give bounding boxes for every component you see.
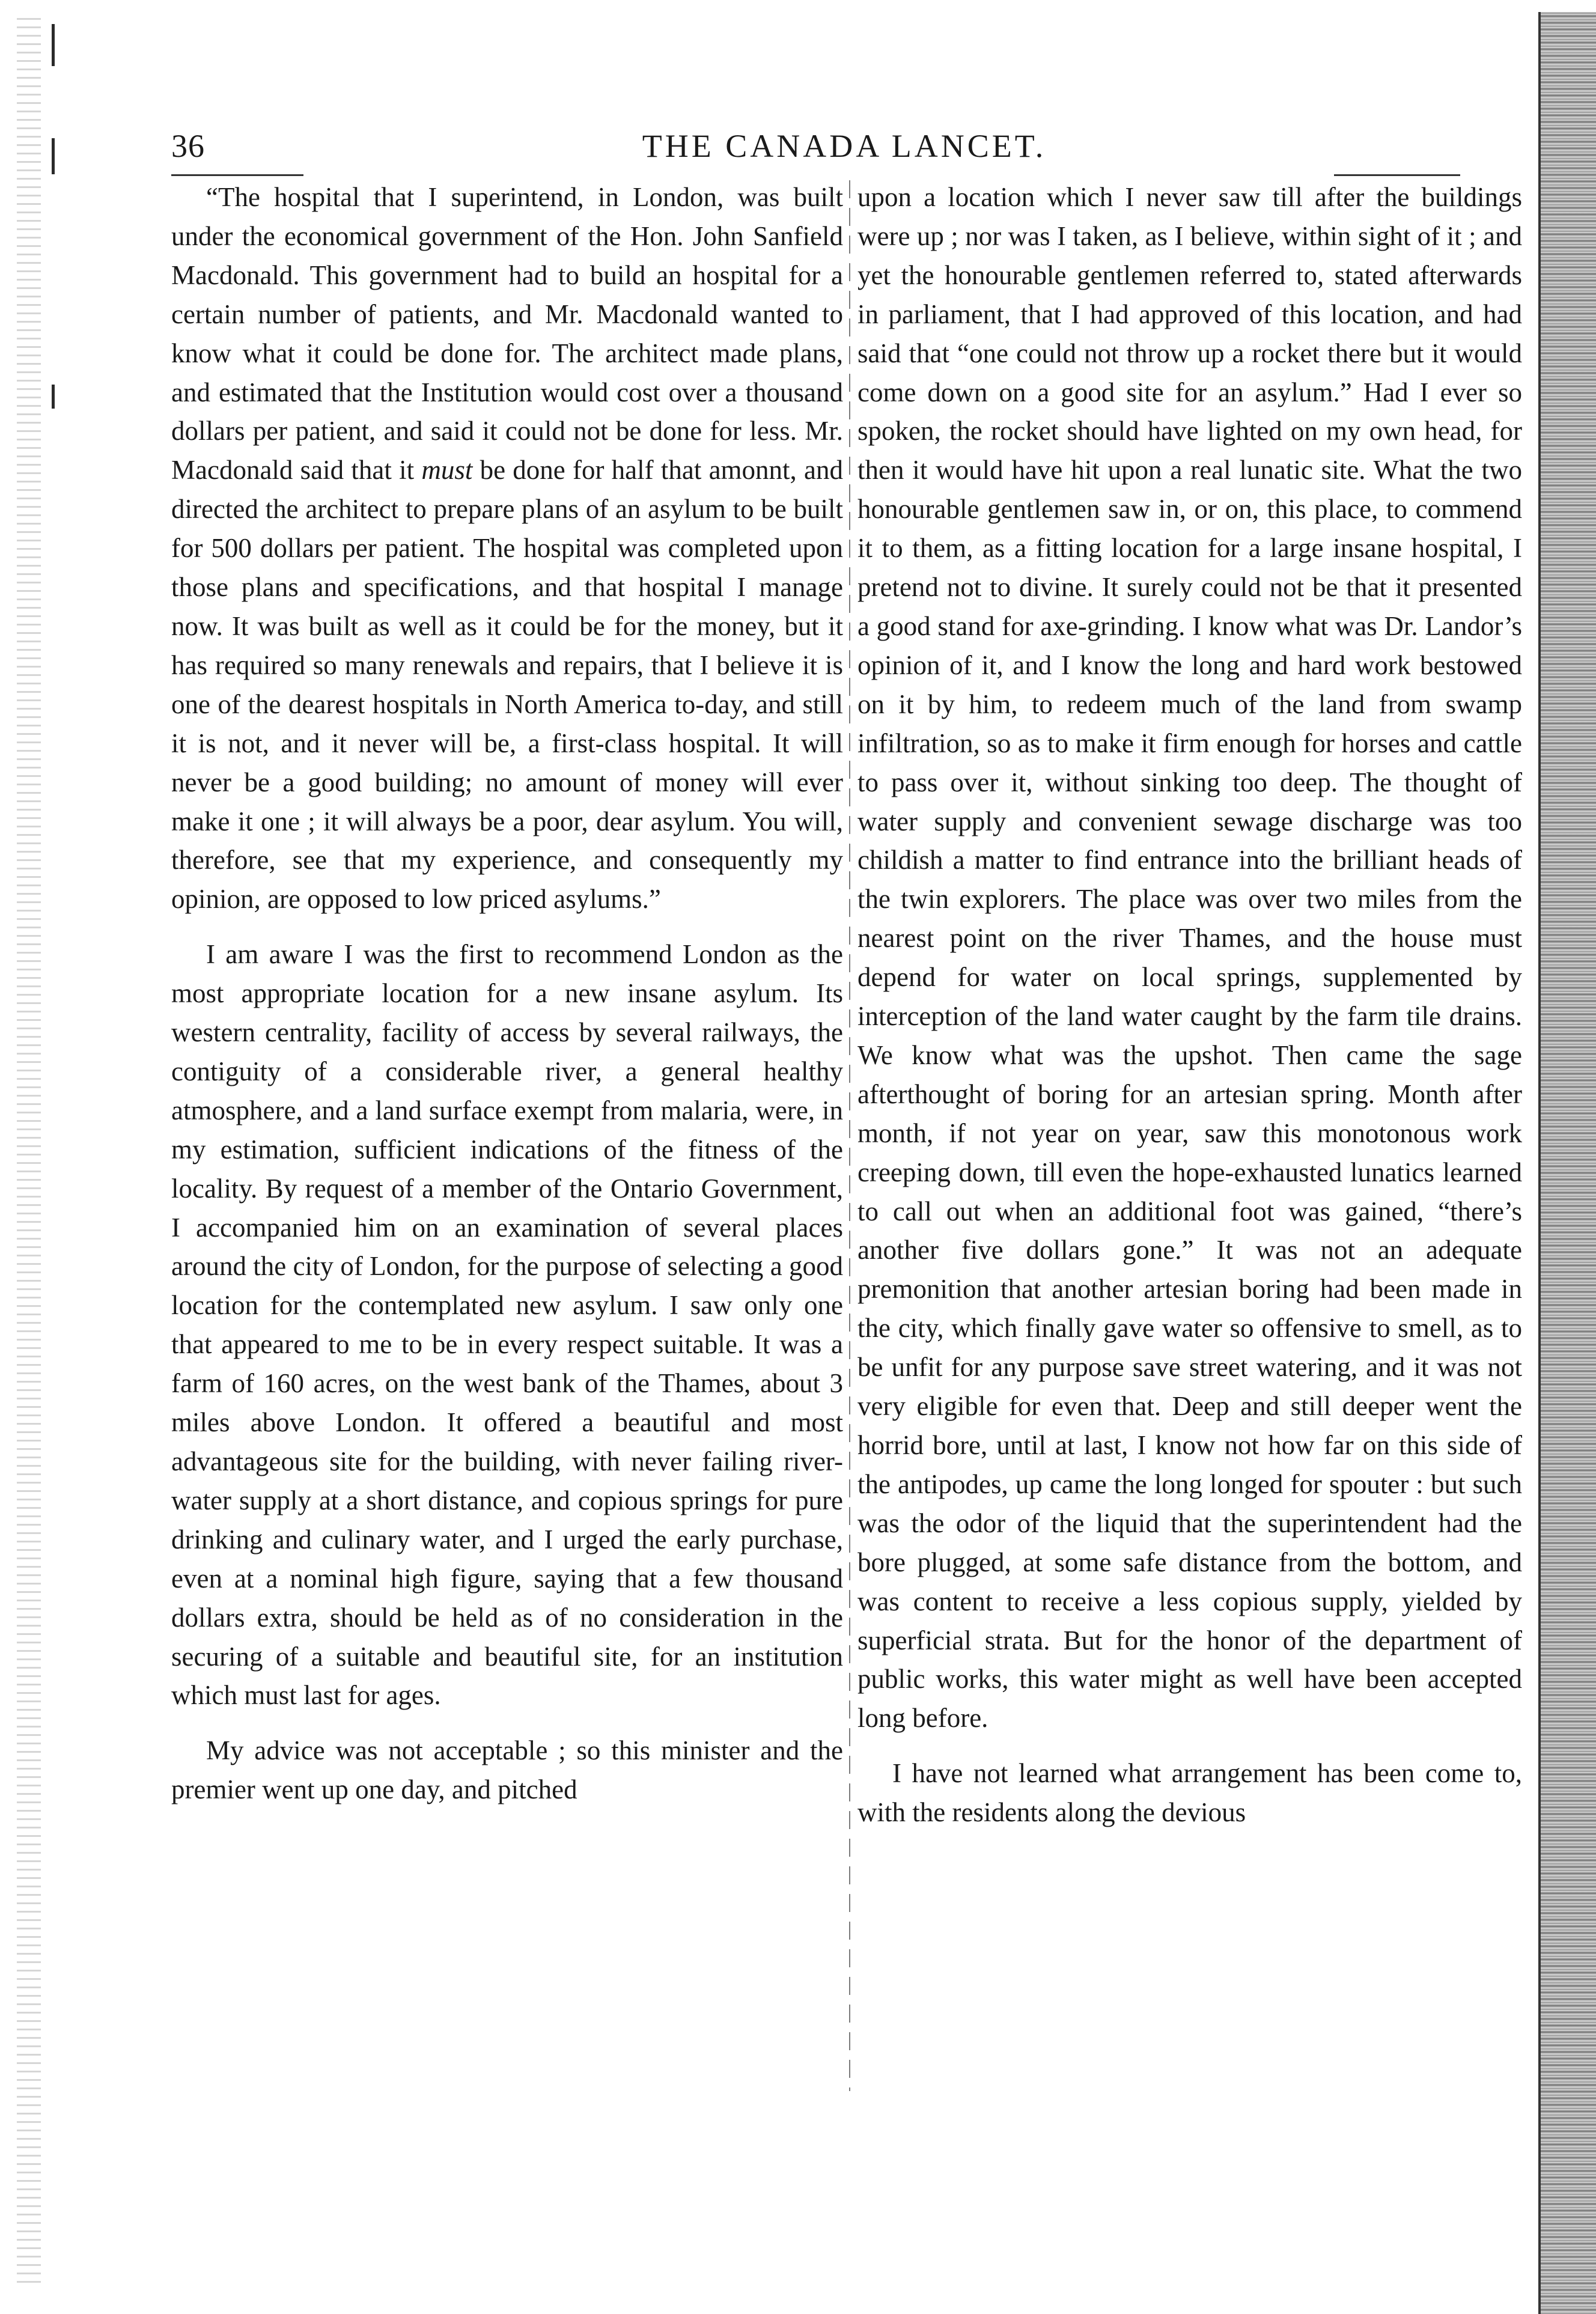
paragraph-text: be done for half that amonnt, and directed the architect to prepare plans of an asylum to be built for 500 dollars per patient. The hospital was completed upon those plans and specifications, and that hospital I manage now. It was built as well as it could be for the money, but it has required so many renewals and repairs, that I believe it is one of the dearest hospitals in North America to-day, and still it is not, and it never will be, a first-class hospital. It will never be a good building; no amount of money will ever make it one ; it will always be a poor, dear asylum. You will, therefore, see that my experience, and consequently my opinion, are opposed to low priced asylums.” (171, 455, 844, 915)
paragraph: I am aware I was the first to recommend London as the most appropriate location for a new insane asylum. Its western centrality, facility of access by several railways, the contiguity of a considerable river, a general healthy atmosphere, and a land surface exempt from malaria, were, in my estimation, sufficient indications of the fitness of the locality. By request of a member of the Ontario Government, I accompanied him on an examination of several places around the city of London, for the purpose of selecting a good location for the contemplated new asylum. I saw only one that appeared to me to be in every respect suitable. It was a farm of 160 acres, on the west bank of the Thames, about 3 miles above London. It offered a beautiful and most advantageous site for the building, with never failing river-water supply at a short distance, and copious springs for pure drinking and culinary water, and I urged the early purchase, even at a nominal high figure, saying that a few thousand dollars extra, should be held as of no consideration in the securing of a suitable and beautiful site, for an institution which must last for ages. (171, 939, 843, 1711)
page-header (171, 127, 1517, 181)
right-column (857, 178, 1522, 1832)
scan-binding-edge (1539, 12, 1596, 2314)
paragraph-text: “The hospital that I superintend, in London, was built under the economical government of the Hon. John Sanfield Macdonald. This government had to build an hospital for a certain number of patients, and Mr. Macdonald wanted to know what it could be done for. The architect made plans, and estimated that the Institution would cost over a thousand dollars per patient, and said it could not be done for less. Mr. Macdonald said that it (171, 182, 843, 486)
column-divider (849, 180, 850, 2091)
left-column (171, 178, 843, 1809)
header-rule-left (171, 174, 303, 176)
header-rule-right (1334, 174, 1460, 176)
emphasis-text: must (421, 455, 473, 486)
running-head: THE CANADA LANCET. (642, 128, 1047, 164)
paragraph (171, 178, 843, 919)
scan-margin-mark (52, 385, 55, 409)
paragraph: upon a location which I never saw till after the buildings were up ; nor was I taken, as I believe, within sight of it ; and yet the honourable gentlemen referred to, stated afterwards in parliament, that I had approved of this location, and had said that “one could not throw up a rocket there but it would come down on a good site for an asylum.” Had I ever so spoken, the rocket should have lighted on my own head, for then it would have hit upon a real lunatic site. What the two honourable gentlemen saw in, or on, this place, to commend it to them, as a fitting location for a large insane hospital, I pretend not to divine. It surely could not be that it presented a good stand for axe-grinding. I know what was Dr. Landor’s opinion of it, and I know the long and hard work bestowed on it by him, to redeem much of the land from swamp infiltration, so as to make it firm enough for horses and cattle to pass over it, without sinking too deep. The thought of water supply and convenient sewage discharge was too childish a matter to find entrance into the brilliant heads of the twin explorers. The place was over two miles from the nearest point on the river Thames, and the house must depend for water on local springs, supplemented by interception of the land water caught by the farm tile drains. We know what was the upshot. Then came the sage afterthought of boring for an artesian spring. Month after month, if not year on year, saw this monotonous work creeping down, till even the hope-exhausted lunatics learned to call out when an additional foot was gained, “there’s another five dollars gone.” It was not an adequate premonition that another artesian boring had been made in the city, which finally gave water so offensive to smell, as to be unfit for any purpose save street watering, and it was not very eligible for even that. Deep and still deeper went the horrid bore, until at last, I know not how far on this side of the antipodes, up came the long longed for spouter : but such was the odor of the liquid that the superintendent had the bore plugged, at some safe distance from the bottom, and was content to receive a less copious supply, yielded by superficial strata. But for the honor of the department of public works, this water might as well have been accepted long before. (857, 182, 1522, 1734)
paragraph: My advice was not acceptable ; so this minister and the premier went up one day, and pitched (171, 1735, 843, 1805)
scan-margin-mark (52, 24, 55, 66)
scan-margin-mark (52, 138, 55, 174)
page-number: 36 (171, 128, 205, 164)
scan-binding-line (1538, 12, 1541, 2314)
scan-margin-speckle (17, 18, 41, 2289)
paragraph: I have not learned what arrangement has been come to, with the residents along the devious (857, 1758, 1522, 1828)
